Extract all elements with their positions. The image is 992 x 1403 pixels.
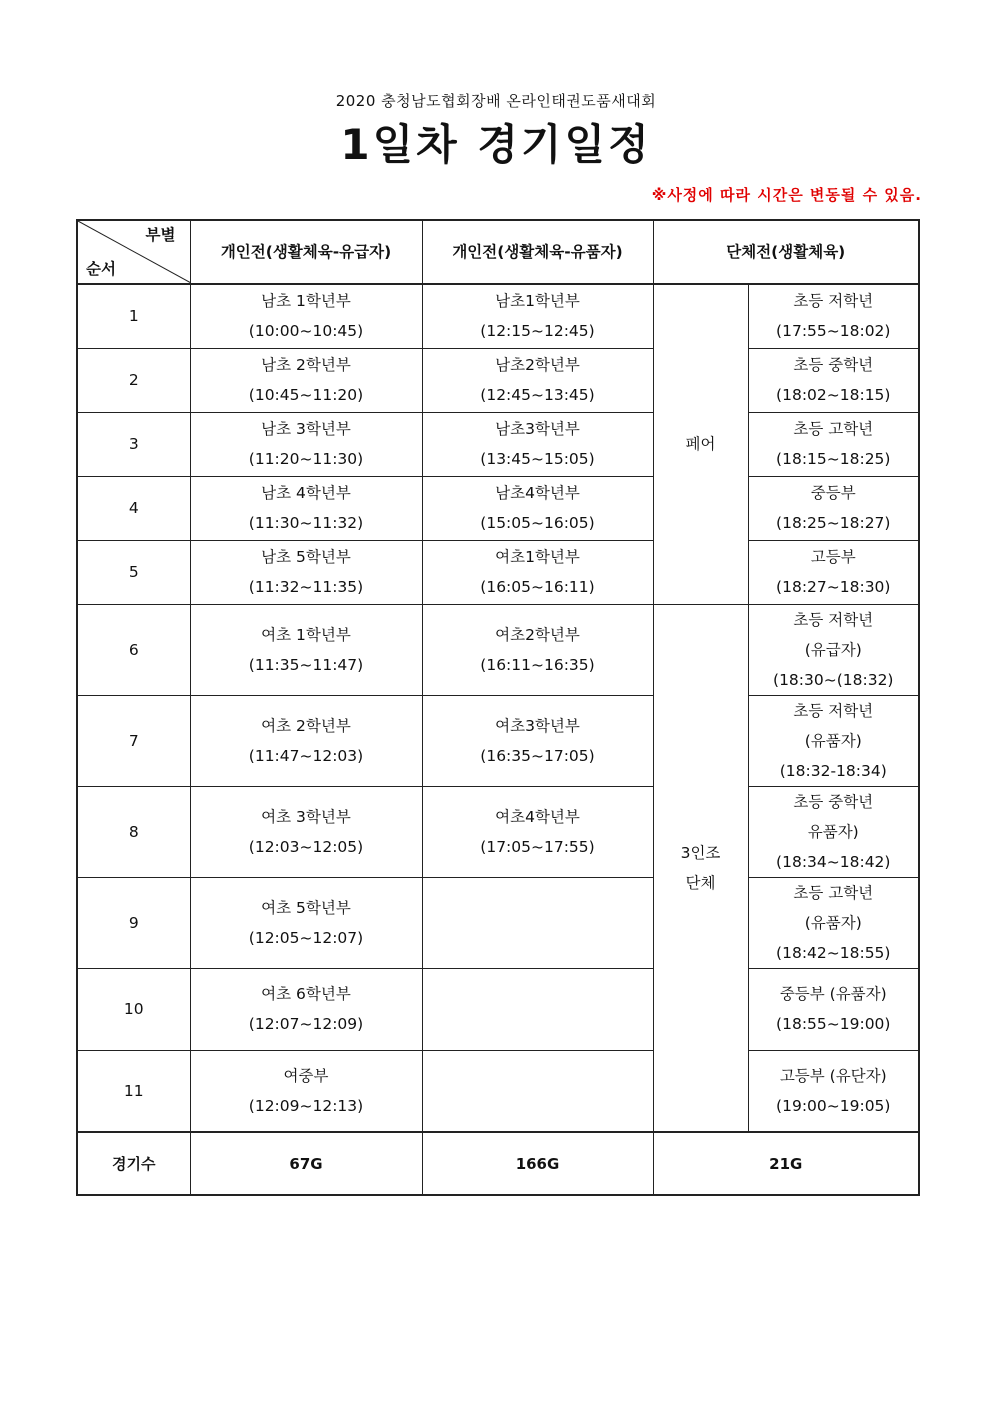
schedule-cell: 여초1학년부 (16:05~16:11) [422,540,653,604]
table-row [77,540,919,604]
schedule-cell: 여초4학년부 (17:05~17:55) [422,786,653,877]
schedule-cell: 여초2학년부 (16:11~16:35) [422,604,653,695]
corner-bottom-label: 순서 [86,260,116,278]
schedule-cell: 여중부 (12:09~12:13) [190,1050,422,1132]
table-row [77,348,919,412]
row-number: 4 [77,476,190,540]
schedule-cell: 여초 2학년부 (11:47~12:03) [190,695,422,786]
table-row [77,1050,919,1132]
row-number: 8 [77,786,190,877]
schedule-cell: 초등 중학년 유품자) (18:34~18:42) [748,786,919,877]
schedule-cell: 남초 3학년부 (11:20~11:30) [190,412,422,476]
schedule-cell: 여초 6학년부 (12:07~12:09) [190,968,422,1050]
column-header: 개인전(생활체육-유품자) [422,220,653,284]
totals-value: 21G [653,1132,919,1195]
table-row [77,284,919,348]
schedule-cell: 남초 4학년부 (11:30~11:32) [190,476,422,540]
event-subtitle: 2020 충청남도협회장배 온라인태권도품새대회 [335,92,657,110]
schedule-cell: 남초1학년부 (12:15~12:45) [422,284,653,348]
group-team-cell: 3인조 단체 [653,604,748,1132]
schedule-cell: 남초 2학년부 (10:45~11:20) [190,348,422,412]
totals-row [77,1132,919,1195]
schedule-cell: 고등부 (유단자) (19:00~19:05) [748,1050,919,1132]
row-number: 1 [77,284,190,348]
schedule-cell: 여초 5학년부 (12:05~12:07) [190,877,422,968]
schedule-cell: 초등 저학년 (17:55~18:02) [748,284,919,348]
schedule-cell: 초등 중학년 (18:02~18:15) [748,348,919,412]
schedule-cell: 초등 저학년 (유급자) (18:30~(18:32) [748,604,919,695]
schedule-cell: 초등 고학년 (18:15~18:25) [748,412,919,476]
row-number: 7 [77,695,190,786]
schedule-cell: 중등부 (18:25~18:27) [748,476,919,540]
schedule-cell-empty [422,968,653,1050]
schedule-cell: 여초 1학년부 (11:35~11:47) [190,604,422,695]
table-row [77,786,919,877]
column-header: 단체전(생활체육) [653,220,919,284]
corner-top-label: 부별 [145,226,176,244]
row-number: 2 [77,348,190,412]
row-number: 3 [77,412,190,476]
schedule-cell: 고등부 (18:27~18:30) [748,540,919,604]
corner-cell [77,220,190,284]
group-pair-cell: 페어 [653,284,748,604]
schedule-cell: 초등 저학년 (유품자) (18:32-18:34) [748,695,919,786]
schedule-table [76,219,920,1196]
schedule-cell-empty [422,1050,653,1132]
schedule-cell: 여초3학년부 (16:35~17:05) [422,695,653,786]
totals-value: 67G [190,1132,422,1195]
table-row [77,604,919,695]
table-row [77,968,919,1050]
row-number: 11 [77,1050,190,1132]
schedule-cell-empty [422,877,653,968]
schedule-cell: 남초 1학년부 (10:00~10:45) [190,284,422,348]
row-number: 10 [77,968,190,1050]
schedule-cell: 중등부 (유품자) (18:55~19:00) [748,968,919,1050]
table-row [77,476,919,540]
totals-value: 166G [422,1132,653,1195]
page-title: 1일차 경기일정 [340,120,652,169]
row-number: 6 [77,604,190,695]
table-row [77,412,919,476]
table-row [77,695,919,786]
schedule-cell: 남초 5학년부 (11:32~11:35) [190,540,422,604]
schedule-cell: 남초3학년부 (13:45~15:05) [422,412,653,476]
schedule-notice: ※사정에 따라 시간은 변동될 수 있음. [651,186,922,204]
schedule-cell: 남초2학년부 (12:45~13:45) [422,348,653,412]
column-header: 개인전(생활체육-유급자) [190,220,422,284]
schedule-cell: 여초 3학년부 (12:03~12:05) [190,786,422,877]
schedule-cell: 남초4학년부 (15:05~16:05) [422,476,653,540]
row-number: 5 [77,540,190,604]
totals-label: 경기수 [77,1132,190,1195]
header-row [77,220,919,284]
table-row [77,877,919,968]
schedule-cell: 초등 고학년 (유품자) (18:42~18:55) [748,877,919,968]
row-number: 9 [77,877,190,968]
